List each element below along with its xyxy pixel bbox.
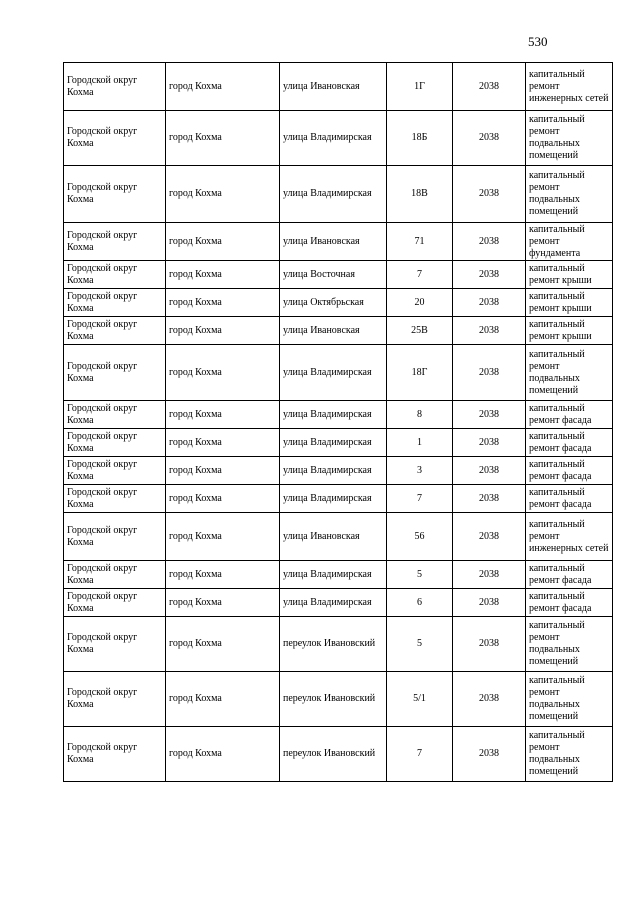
table-row [64,63,613,111]
work-cell: капитальный ремонт подвальных помещений [526,617,613,672]
street-cell: улица Октябрьская [280,289,387,317]
year-cell: 2038 [453,289,526,317]
table-row [64,561,613,589]
street-cell: улица Владимирская [280,111,387,166]
year-cell: 2038 [453,513,526,561]
work-cell: капитальный ремонт подвальных помещений [526,166,613,223]
street-cell: улица Владимирская [280,485,387,513]
work-cell: капитальный ремонт фасада [526,457,613,485]
year-cell: 2038 [453,63,526,111]
okrug-cell: Городской округ Кохма [64,317,166,345]
work-cell: капитальный ремонт крыши [526,317,613,345]
house-cell: 25В [387,317,453,345]
table-row [64,485,613,513]
year-cell: 2038 [453,111,526,166]
city-cell: город Кохма [166,485,280,513]
year-cell: 2038 [453,561,526,589]
house-cell: 8 [387,401,453,429]
okrug-cell: Городской округ Кохма [64,289,166,317]
house-cell: 56 [387,513,453,561]
okrug-cell: Городской округ Кохма [64,345,166,401]
registry-table [63,62,613,782]
table-row [64,345,613,401]
street-cell: улица Владимирская [280,457,387,485]
okrug-cell: Городской округ Кохма [64,111,166,166]
year-cell: 2038 [453,589,526,617]
street-cell: улица Владимирская [280,561,387,589]
street-cell: улица Ивановская [280,513,387,561]
work-cell: капитальный ремонт инженерных сетей [526,513,613,561]
okrug-cell: Городской округ Кохма [64,513,166,561]
city-cell: город Кохма [166,727,280,782]
city-cell: город Кохма [166,513,280,561]
table-row [64,672,613,727]
year-cell: 2038 [453,261,526,289]
okrug-cell: Городской округ Кохма [64,457,166,485]
street-cell: улица Ивановская [280,317,387,345]
work-cell: капитальный ремонт фасада [526,589,613,617]
table-row [64,223,613,261]
street-cell: улица Владимирская [280,345,387,401]
table-row [64,401,613,429]
table-row [64,513,613,561]
work-cell: капитальный ремонт подвальных помещений [526,672,613,727]
street-cell: улица Восточная [280,261,387,289]
okrug-cell: Городской округ Кохма [64,589,166,617]
house-cell: 5/1 [387,672,453,727]
okrug-cell: Городской округ Кохма [64,63,166,111]
year-cell: 2038 [453,457,526,485]
city-cell: город Кохма [166,589,280,617]
table-row [64,457,613,485]
table-row [64,589,613,617]
house-cell: 71 [387,223,453,261]
work-cell: капитальный ремонт крыши [526,289,613,317]
okrug-cell: Городской округ Кохма [64,561,166,589]
table-row [64,261,613,289]
work-cell: капитальный ремонт фасада [526,401,613,429]
city-cell: город Кохма [166,617,280,672]
table-row [64,317,613,345]
city-cell: город Кохма [166,63,280,111]
okrug-cell: Городской округ Кохма [64,727,166,782]
table-row [64,111,613,166]
house-cell: 18Б [387,111,453,166]
city-cell: город Кохма [166,429,280,457]
okrug-cell: Городской округ Кохма [64,429,166,457]
street-cell: улица Владимирская [280,166,387,223]
work-cell: капитальный ремонт крыши [526,261,613,289]
okrug-cell: Городской округ Кохма [64,617,166,672]
street-cell: улица Ивановская [280,223,387,261]
year-cell: 2038 [453,485,526,513]
work-cell: капитальный ремонт фасада [526,429,613,457]
house-cell: 6 [387,589,453,617]
year-cell: 2038 [453,401,526,429]
street-cell: улица Владимирская [280,429,387,457]
year-cell: 2038 [453,166,526,223]
year-cell: 2038 [453,223,526,261]
work-cell: капитальный ремонт фасада [526,561,613,589]
year-cell: 2038 [453,617,526,672]
table-row [64,289,613,317]
year-cell: 2038 [453,672,526,727]
city-cell: город Кохма [166,111,280,166]
house-cell: 20 [387,289,453,317]
okrug-cell: Городской округ Кохма [64,672,166,727]
street-cell: улица Ивановская [280,63,387,111]
city-cell: город Кохма [166,561,280,589]
page-number: 530 [528,34,548,49]
table-row [64,166,613,223]
year-cell: 2038 [453,727,526,782]
house-cell: 5 [387,561,453,589]
house-cell: 7 [387,261,453,289]
street-cell: улица Владимирская [280,589,387,617]
okrug-cell: Городской округ Кохма [64,401,166,429]
work-cell: капитальный ремонт фундамента [526,223,613,261]
year-cell: 2038 [453,345,526,401]
street-cell: переулок Ивановский [280,727,387,782]
house-cell: 18В [387,166,453,223]
street-cell: переулок Ивановский [280,672,387,727]
city-cell: город Кохма [166,166,280,223]
house-cell: 7 [387,485,453,513]
street-cell: переулок Ивановский [280,617,387,672]
work-cell: капитальный ремонт подвальных помещений [526,111,613,166]
city-cell: город Кохма [166,289,280,317]
house-cell: 18Г [387,345,453,401]
work-cell: капитальный ремонт подвальных помещений [526,727,613,782]
house-cell: 5 [387,617,453,672]
city-cell: город Кохма [166,345,280,401]
house-cell: 7 [387,727,453,782]
city-cell: город Кохма [166,261,280,289]
okrug-cell: Городской округ Кохма [64,166,166,223]
city-cell: город Кохма [166,457,280,485]
okrug-cell: Городской округ Кохма [64,261,166,289]
house-cell: 3 [387,457,453,485]
street-cell: улица Владимирская [280,401,387,429]
work-cell: капитальный ремонт подвальных помещений [526,345,613,401]
city-cell: город Кохма [166,317,280,345]
okrug-cell: Городской округ Кохма [64,485,166,513]
city-cell: город Кохма [166,223,280,261]
work-cell: капитальный ремонт инженерных сетей [526,63,613,111]
table-row [64,727,613,782]
year-cell: 2038 [453,317,526,345]
city-cell: город Кохма [166,672,280,727]
okrug-cell: Городской округ Кохма [64,223,166,261]
house-cell: 1Г [387,63,453,111]
table-row [64,429,613,457]
city-cell: город Кохма [166,401,280,429]
year-cell: 2038 [453,429,526,457]
table-row [64,617,613,672]
house-cell: 1 [387,429,453,457]
work-cell: капитальный ремонт фасада [526,485,613,513]
